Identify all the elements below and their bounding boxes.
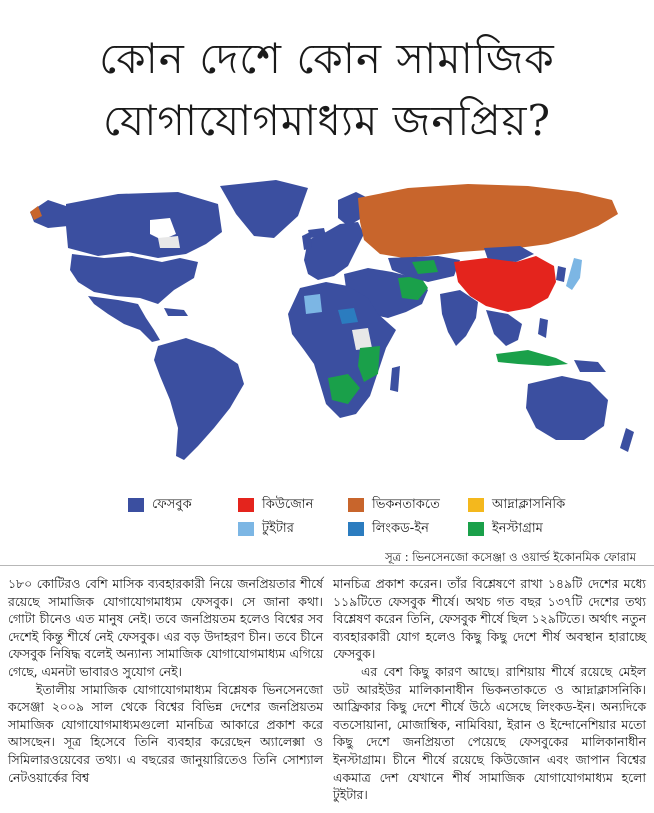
- legend-label-instagram: ইনস্টাগ্রাম: [492, 520, 543, 536]
- canada: [66, 192, 222, 258]
- legend-item-twitter: [238, 520, 294, 538]
- south-america: [154, 338, 244, 460]
- legend-label-facebook: ফেসবুক: [152, 496, 192, 512]
- indonesia: [496, 350, 568, 366]
- legend: [128, 496, 628, 540]
- australia: [526, 376, 608, 440]
- new-guinea: [574, 360, 606, 372]
- legend-item-instagram: [468, 520, 543, 538]
- legend-item-facebook: [128, 496, 192, 514]
- legend-swatch-odnoklassniki: [468, 498, 484, 512]
- greenland: [220, 180, 308, 238]
- article-paragraph: ইতালীয় সামাজিক যোগাযোগমাধ্যম বিশ্লেষক ভিনসেনজো কসেঞ্জা ২০০৯ সাল থেকে বিশ্বের বিভিন্ন দেশের জনপ্রিয়তম সামাজিক যোগাযোগমাধ্যমগুলো মানচিত্র আকারে প্রকাশ করে আসছেন। সূত্র হিসেবে তিনি ব্যবহার করেছেন অ্যালেক্সা ও সিমিলারওয়েবের তথ্য। এ বছরের জানুয়ারিতেও তিনি সোশ্যাল নেটওয়ার্কের বিশ্ব: [8, 681, 323, 785]
- legend-label-odnoklassniki: আদ্নাক্লাসনিকি: [492, 496, 566, 512]
- article-paragraph: মানচিত্র প্রকাশ করেন। তাঁর বিশ্লেষণে রাখা ১৪৯টি দেশের মধ্যে ১১৯টিতে ফেসবুক শীর্ষে। অথচ গত বছর ১৩৭টি দেশের তথ্য বিশ্লেষণ করেন তিনি, ফেসবুক শীর্ষে ছিল ১২৯টিতে। অর্থাৎ নতুন ব্যবহারকারী যোগ হলেও কিছু কিছু দেশে শীর্ষ অবস্থান হারাচ্ছে ফেসবুক।: [333, 576, 646, 662]
- legend-swatch-qzone: [238, 498, 254, 512]
- source-credit: সূত্র : ভিনসেনজো কসেঞ্জা ও ওয়ার্ল্ড ইকোনমিক ফোরাম: [385, 550, 636, 564]
- legend-item-vkontakte: [348, 496, 440, 514]
- new-zealand: [620, 428, 634, 452]
- legend-item-linkedin: [348, 520, 429, 538]
- legend-item-odnoklassniki: [468, 496, 565, 514]
- divider: [0, 565, 654, 566]
- japan: [566, 258, 582, 290]
- legend-label-linkedin: লিংকড-ইন: [372, 520, 429, 536]
- headline-line-2: যোগাযোগমাধ্যম জনপ্রিয়?: [102, 96, 552, 145]
- legend-label-vkontakte: ভিকনতাকতে: [372, 496, 440, 512]
- southeast-asia: [486, 310, 522, 346]
- madagascar: [390, 366, 400, 392]
- legend-swatch-twitter: [238, 522, 254, 536]
- legend-swatch-vkontakte: [348, 498, 364, 512]
- legend-label-qzone: কিউজোন: [262, 496, 314, 512]
- legend-label-twitter: টুইটার: [262, 520, 294, 536]
- legend-item-qzone: [238, 496, 313, 514]
- india: [440, 290, 478, 346]
- article-column-right: [333, 575, 646, 804]
- caribbean: [164, 308, 188, 316]
- philippines: [538, 318, 548, 338]
- headline: [0, 28, 654, 152]
- legend-swatch-facebook: [128, 498, 144, 512]
- mexico: [88, 296, 160, 342]
- russia: [358, 184, 618, 258]
- legend-swatch-instagram: [468, 522, 484, 536]
- legend-swatch-linkedin: [348, 522, 364, 536]
- article-paragraph: এর বেশ কিছু কারণ আছে। রাশিয়ায় শীর্ষে রয়েছে মেইল ডট আরইউর মালিকানাধীন ভিকনতাকতে ও আদ্নাক্লাসনিকি। আফ্রিকার কিছু দেশে শীর্ষে উঠে এসেছে লিংকড-ইন। অন্যদিকে বতসোয়ানা, মোজাম্বিক, নামিবিয়া, ইরান ও ইন্দোনেশিয়ার মতো কিছু দেশে জনপ্রিয়তা পেয়েছে ফেসবুকের মালিকানাধীন ইনস্টাগ্রাম। চীনে শীর্ষে রয়েছে কিউজোন এবং জাপান বিশ্বের একমাত্র দেশ যেখানে শীর্ষ সামাজিক যোগাযোগমাধ্যম হলো টুইটার।: [333, 663, 646, 803]
- light-region: [158, 236, 180, 248]
- article-column-left: [8, 575, 323, 786]
- article-paragraph: ১৮০ কোটিরও বেশি মাসিক ব্যবহারকারী নিয়ে জনপ্রিয়তার শীর্ষে রয়েছে সামাজিক যোগাযোগমাধ্যম ফেসবুক। সে জানা কথা। গোটা চীনেও এত মানুষ নেই। তবে জনপ্রিয়তম হলেও বিশ্বের সব দেশেই কিন্তু শীর্ষে নেই ফেসবুক। এর বড় উদাহরণ চীন। তবে চীনে ফেসবুক নিষিদ্ধ বলেই অন্যান্য সামাজিক যোগাযোগমাধ্যম এগিয়ে গেছে, এমনটা ভাবারও সুযোগ নেই।: [8, 576, 323, 679]
- headline-line-1: কোন দেশে কোন সামাজিক: [99, 34, 555, 83]
- africa-twitter: [304, 294, 322, 314]
- korea: [556, 266, 566, 282]
- world-map: [8, 178, 654, 468]
